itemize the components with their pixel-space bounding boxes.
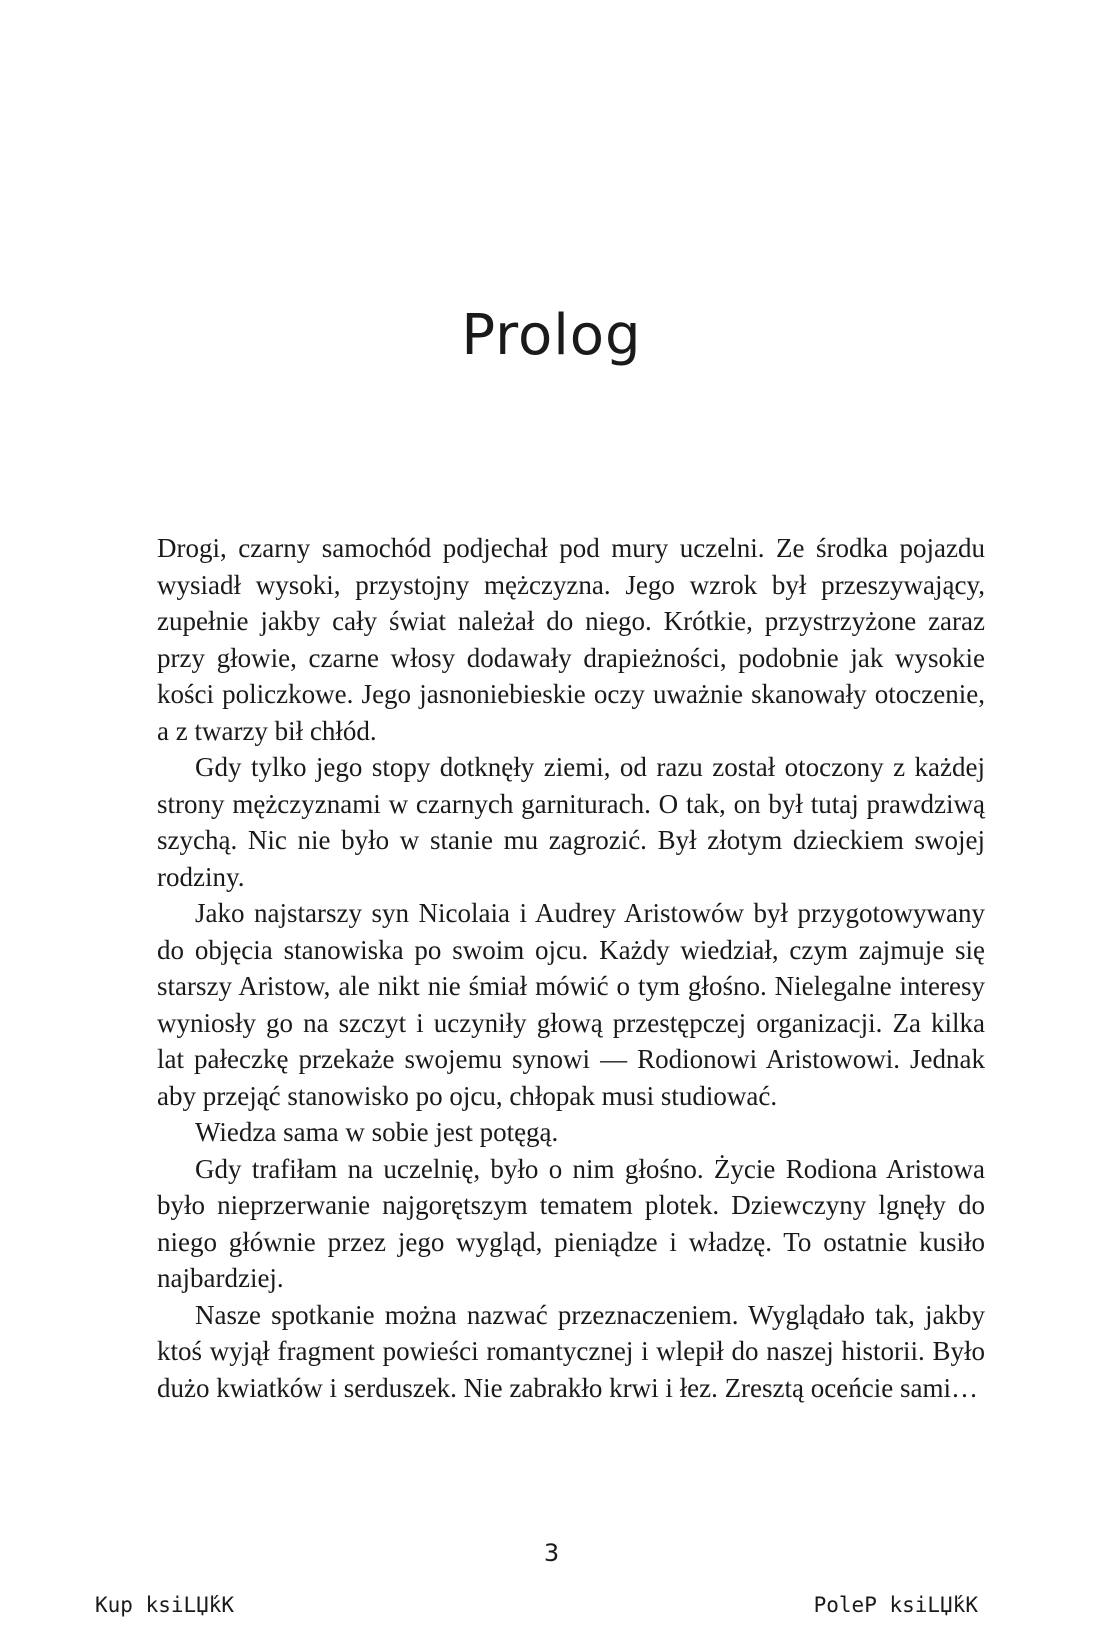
footer-buy-book-link[interactable]: Kup ksiLЏ́kK [95,1593,235,1617]
body-text [157,530,985,1406]
paragraph: Wiedza sama w sobie jest potęgą. [195,1117,559,1147]
paragraph: Drogi, czarny samochód podjechał pod mury uczelni. Ze środka pojazdu wysiadł wysoki, przystojny mężczyzna. Jego wzrok był przeszywający, zupełnie jakby cały świat należał do niego. Krótkie, przystrzyżone zaraz przy głowie, czarne włosy dodawały drapieżności, podobnie jak wysokie kości policzkowe. Jego jasnoniebieskie oczy uważnie skanowały otoczenie, a z twarzy bił chłód. [157,533,985,746]
paragraph: Gdy tylko jego stopy dotknęły ziemi, od razu został otoczony z każdej strony mężczyznami w czarnych garniturach. O tak, on był tutaj prawdziwą szychą. Nic nie było w stanie mu zagrozić. Był złotym dzieckiem swojej rodziny. [157,752,985,892]
page-number: 3 [543,1539,560,1567]
chapter-title: Prolog [461,303,642,368]
paragraph: Jako najstarszy syn Nicolaia i Audrey Aristowów był przygotowywany do objęcia stanowiska po swoim ojcu. Każdy wiedział, czym zajmuje się starszy Aristow, ale nikt nie śmiał mówić o tym głośno. Nielegalne interesy wyniosły go na szczyt i uczyniły głową przestępczej organizacji. Za kilka lat pałeczkę przekaże swojemu synowi — Rodionowi Aristowowi. Jednak aby przejąć stanowisko po ojcu, chłopak musi studiować. [157,898,985,1111]
paragraph: Gdy trafiłam na uczelnię, było o nim głośno. Życie Rodiona Aristowa było nieprzerwanie najgorętszym tematem plotek. Dziewczyny lgnęły do niego głównie przez jego wygląd, pieniądze i władzę. To ostatnie kusiło najbardziej. [157,1153,985,1293]
footer-recommend-book-link[interactable]: PoleP ksiLЏ́kK [813,1593,978,1617]
paragraph: Nasze spotkanie można nazwać przeznaczeniem. Wyglądało tak, jakby ktoś wyjął fragment powieści romantycznej i wlepił do naszej historii. Było dużo kwiatków i serduszek. Nie zabrakło krwi i łez. Zresztą oceńcie sami… [157,1299,985,1403]
